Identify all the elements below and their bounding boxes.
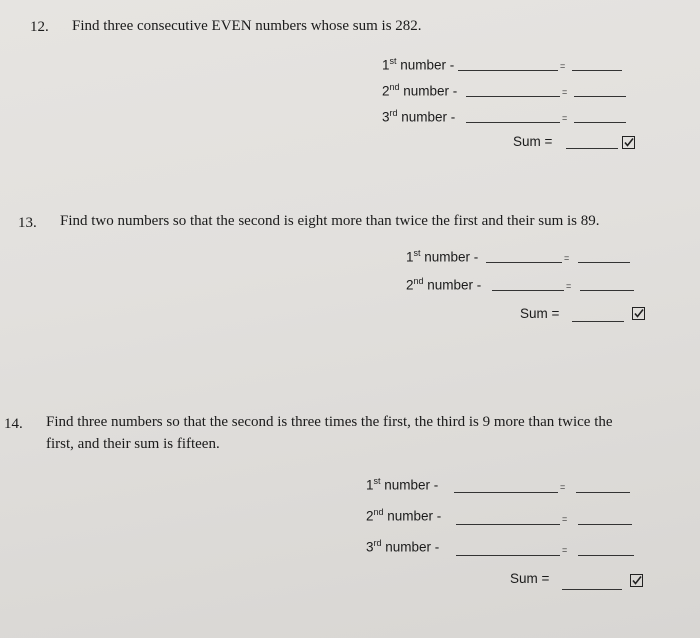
answer-row: [406, 248, 478, 265]
equals-sign: =: [566, 281, 572, 291]
equals-sign: =: [564, 253, 570, 263]
expression-blank[interactable]: [456, 555, 560, 556]
answer-row: [366, 507, 441, 524]
row-label: number -: [380, 477, 439, 493]
checked-box-icon[interactable]: [630, 574, 643, 587]
problem-number: 13.: [18, 215, 37, 231]
answer-row: [406, 276, 481, 293]
problem-number: 12.: [30, 19, 49, 35]
equals-sign: =: [562, 545, 568, 555]
answer-blank[interactable]: [580, 290, 634, 291]
checked-box-icon[interactable]: [632, 307, 645, 320]
sum-row: [513, 134, 552, 149]
problem-number: 14.: [4, 416, 23, 432]
sum-row: [510, 571, 549, 586]
ordinal-suffix: rd: [389, 108, 398, 118]
ordinal-suffix: nd: [373, 507, 384, 517]
checked-box-icon[interactable]: [622, 136, 635, 149]
answer-blank[interactable]: [578, 262, 630, 263]
answer-blank[interactable]: [578, 524, 632, 525]
ordinal-suffix: nd: [413, 276, 424, 286]
ordinal: 1: [406, 249, 414, 265]
sum-label: Sum =: [520, 306, 560, 321]
sum-blank[interactable]: [562, 589, 622, 590]
ordinal: 1: [382, 57, 390, 73]
ordinal-suffix: rd: [373, 538, 382, 548]
ordinal-suffix: st: [413, 248, 421, 258]
problem-text: Find three numbers so that the second is three times the first, the third is 9 more than twice the first, and their sum is fifteen.: [46, 414, 613, 452]
ordinal-suffix: st: [389, 56, 397, 66]
answer-blank[interactable]: [572, 70, 622, 71]
sum-blank[interactable]: [572, 321, 624, 322]
ordinal: 1: [366, 477, 374, 493]
problem-text: Find three consecutive EVEN numbers whose sum is 282.: [72, 18, 422, 34]
answer-blank[interactable]: [574, 122, 626, 123]
equals-sign: =: [562, 87, 568, 97]
problem-text: Find two numbers so that the second is eight more than twice the first and their sum is 89.: [60, 213, 600, 229]
equals-sign: =: [560, 61, 566, 71]
sum-blank[interactable]: [566, 148, 618, 149]
row-label: number -: [399, 83, 458, 99]
equals-sign: =: [562, 514, 568, 524]
expression-blank[interactable]: [458, 70, 558, 71]
ordinal: 2: [406, 277, 414, 293]
answer-row: [382, 108, 455, 125]
equals-sign: =: [560, 482, 566, 492]
expression-blank[interactable]: [492, 290, 564, 291]
row-label: number -: [420, 249, 479, 265]
answer-blank[interactable]: [576, 492, 630, 493]
answer-blank[interactable]: [574, 96, 626, 97]
ordinal-suffix: nd: [389, 82, 400, 92]
ordinal: 3: [382, 109, 390, 125]
row-label: number -: [396, 57, 455, 73]
sum-label: Sum =: [513, 134, 553, 149]
row-label: number -: [381, 539, 440, 555]
row-label: number -: [383, 508, 442, 524]
answer-row: [382, 56, 454, 73]
ordinal-suffix: st: [373, 476, 381, 486]
answer-row: [366, 476, 438, 493]
ordinal: 3: [366, 539, 374, 555]
row-label: number -: [423, 277, 482, 293]
answer-blank[interactable]: [578, 555, 634, 556]
expression-blank[interactable]: [454, 492, 558, 493]
expression-blank[interactable]: [456, 524, 560, 525]
sum-label: Sum =: [510, 571, 550, 586]
equals-sign: =: [562, 113, 568, 123]
answer-row: [382, 82, 457, 99]
expression-blank[interactable]: [486, 262, 562, 263]
ordinal: 2: [366, 508, 374, 524]
ordinal: 2: [382, 83, 390, 99]
row-label: number -: [397, 109, 456, 125]
answer-row: [366, 538, 439, 555]
sum-row: [520, 306, 559, 321]
expression-blank[interactable]: [466, 96, 560, 97]
expression-blank[interactable]: [466, 122, 560, 123]
